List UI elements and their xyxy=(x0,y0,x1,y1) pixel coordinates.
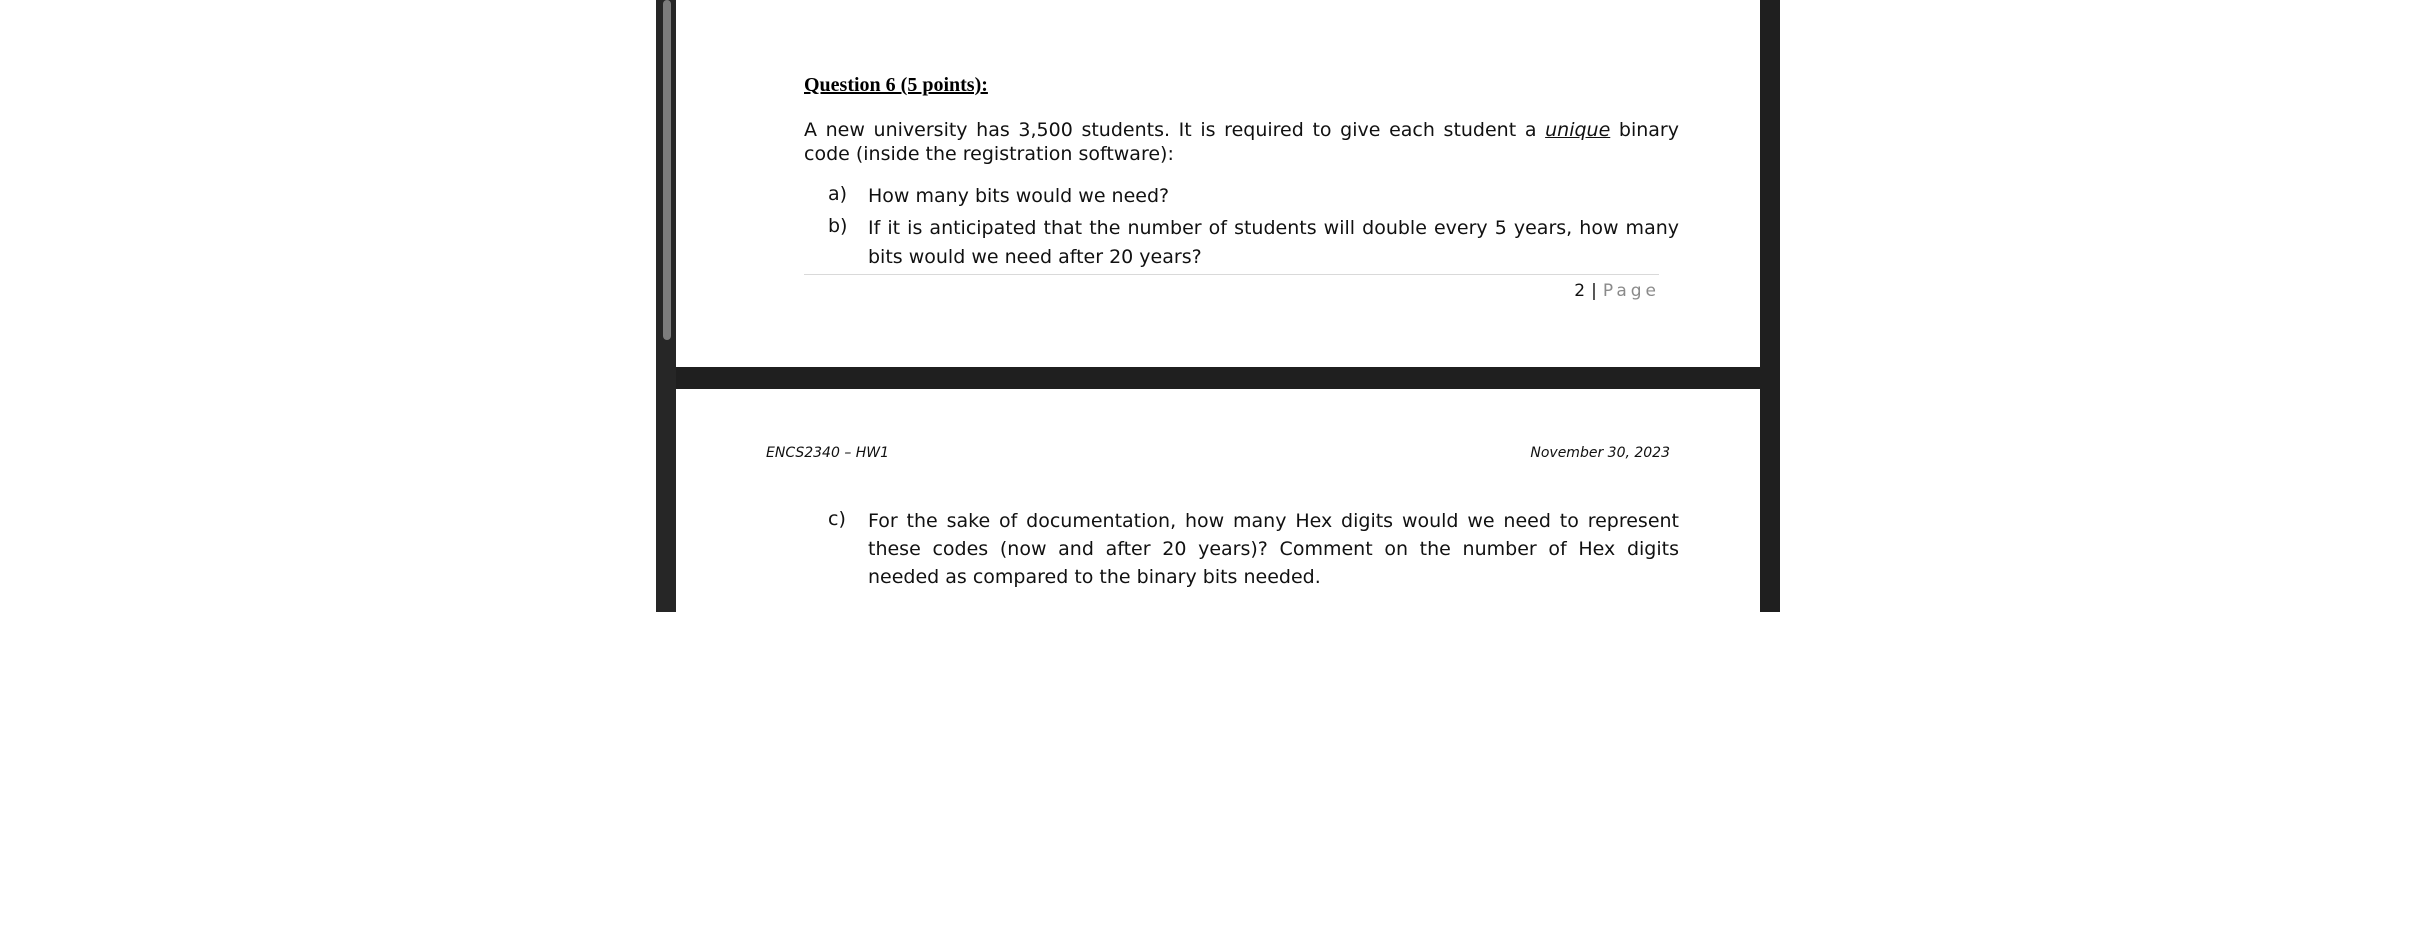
intro-text-after: binary code (inside the registration software): xyxy=(804,119,1679,165)
page-2-sheet xyxy=(676,0,1760,367)
scrollbar-thumb[interactable] xyxy=(663,0,671,340)
footer-divider xyxy=(804,274,1659,275)
page-label: Page xyxy=(1602,281,1660,301)
list-marker: b) xyxy=(828,215,848,237)
intro-emphasis: unique xyxy=(1545,119,1611,141)
page-number-separator: | xyxy=(1591,281,1597,301)
list-marker: c) xyxy=(828,508,846,530)
list-item-text: How many bits would we need? xyxy=(868,185,1170,207)
intro-text-before: A new university has 3,500 students. It is required to give each student a xyxy=(804,119,1546,141)
list-marker: a) xyxy=(828,183,848,205)
question-intro xyxy=(804,118,1679,166)
page-number-value: 2 xyxy=(1574,281,1586,301)
question-title: Question 6 (5 points): xyxy=(804,74,988,96)
list-item-text: If it is anticipated that the number of students will double every 5 years, how many bits would we need after 20 years? xyxy=(868,217,1679,268)
page-3-sheet xyxy=(676,389,1760,612)
header-course-code: ENCS2340 – HW1 xyxy=(766,445,890,461)
header-date: November 30, 2023 xyxy=(1530,445,1670,461)
list-item-text: For the sake of documentation, how many Hex digits would we need to represent these codes (now and after 20 years)? Comment on the number of Hex digits needed as compared to the binary bits needed. xyxy=(868,510,1679,588)
page-number xyxy=(1574,281,1660,301)
